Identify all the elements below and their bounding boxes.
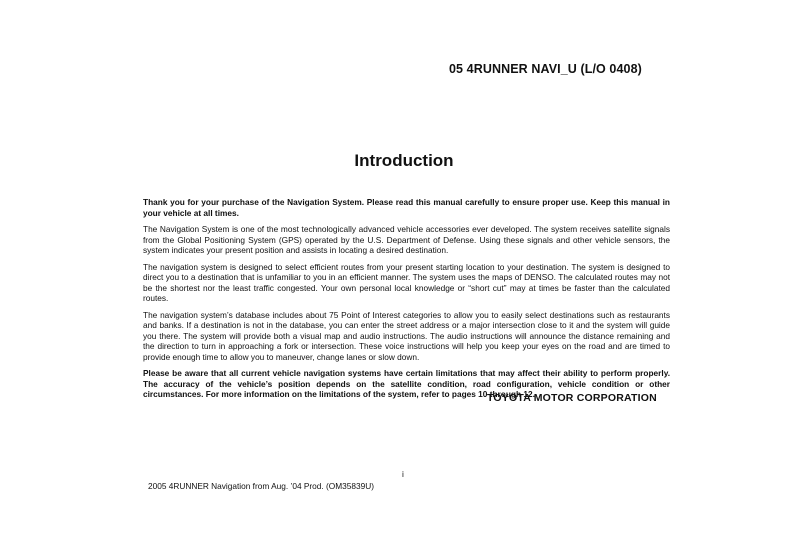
footer-note: 2005 4RUNNER Navigation from Aug. ’04 Prod. (OM35839U) bbox=[148, 481, 374, 491]
body-text bbox=[143, 197, 670, 406]
document-code-header: 05 4RUNNER NAVI_U (L/O 0408) bbox=[449, 62, 642, 76]
gps-paragraph: The Navigation System is one of the most technologically advanced vehicle accessories ever developed. The system receives satellite signals from the Global Positioning System (GPS) operated by the U.S. Department of Defense. Using these signals and other vehicle sensors, the system indicates your present position and assists in locating a desired destination. bbox=[143, 224, 670, 255]
routes-paragraph: The navigation system is designed to select efficient routes from your present starting location to your destination. The system is designed to direct you to a destination that is unfamiliar to you in an efficient manner. The system uses the maps of DENSO. The calculated routes may not be the shortest nor the least traffic congested. Your own personal local knowledge or “short cut” may at times be faster than the calculated routes. bbox=[143, 261, 670, 303]
page-title: Introduction bbox=[354, 151, 454, 170]
page-number: i bbox=[402, 469, 404, 479]
intro-paragraph: Thank you for your purchase of the Navigation System. Please read this manual carefully to ensure proper use. Keep this manual in your vehicle at all times. bbox=[143, 197, 670, 218]
limitations-warning-paragraph: Please be aware that all current vehicle navigation systems have certain limitations that may affect their ability to perform properly. The accuracy of the vehicle’s position depends on the satellite condition, road configuration, vehicle condition or other circumstances. For more information on the limitations of the system, refer to pages 10 through 12. bbox=[143, 368, 670, 399]
poi-paragraph: The navigation system’s database includes about 75 Point of Interest categories to allow you to easily select destinations such as restaurants and banks. If a destination is not in the database, you can enter the street address or a major intersection close to it and the system will guide you there. The system will provide both a visual map and audio instructions. The audio instructions will announce the distance remaining and the direction to turn in approaching a fork or intersection. These voice instructions will help you keep your eyes on the road and are timed to provide enough time to allow you to maneuver, change lanes or slow down. bbox=[143, 309, 670, 362]
company-name: TOYOTA MOTOR CORPORATION bbox=[487, 392, 657, 404]
